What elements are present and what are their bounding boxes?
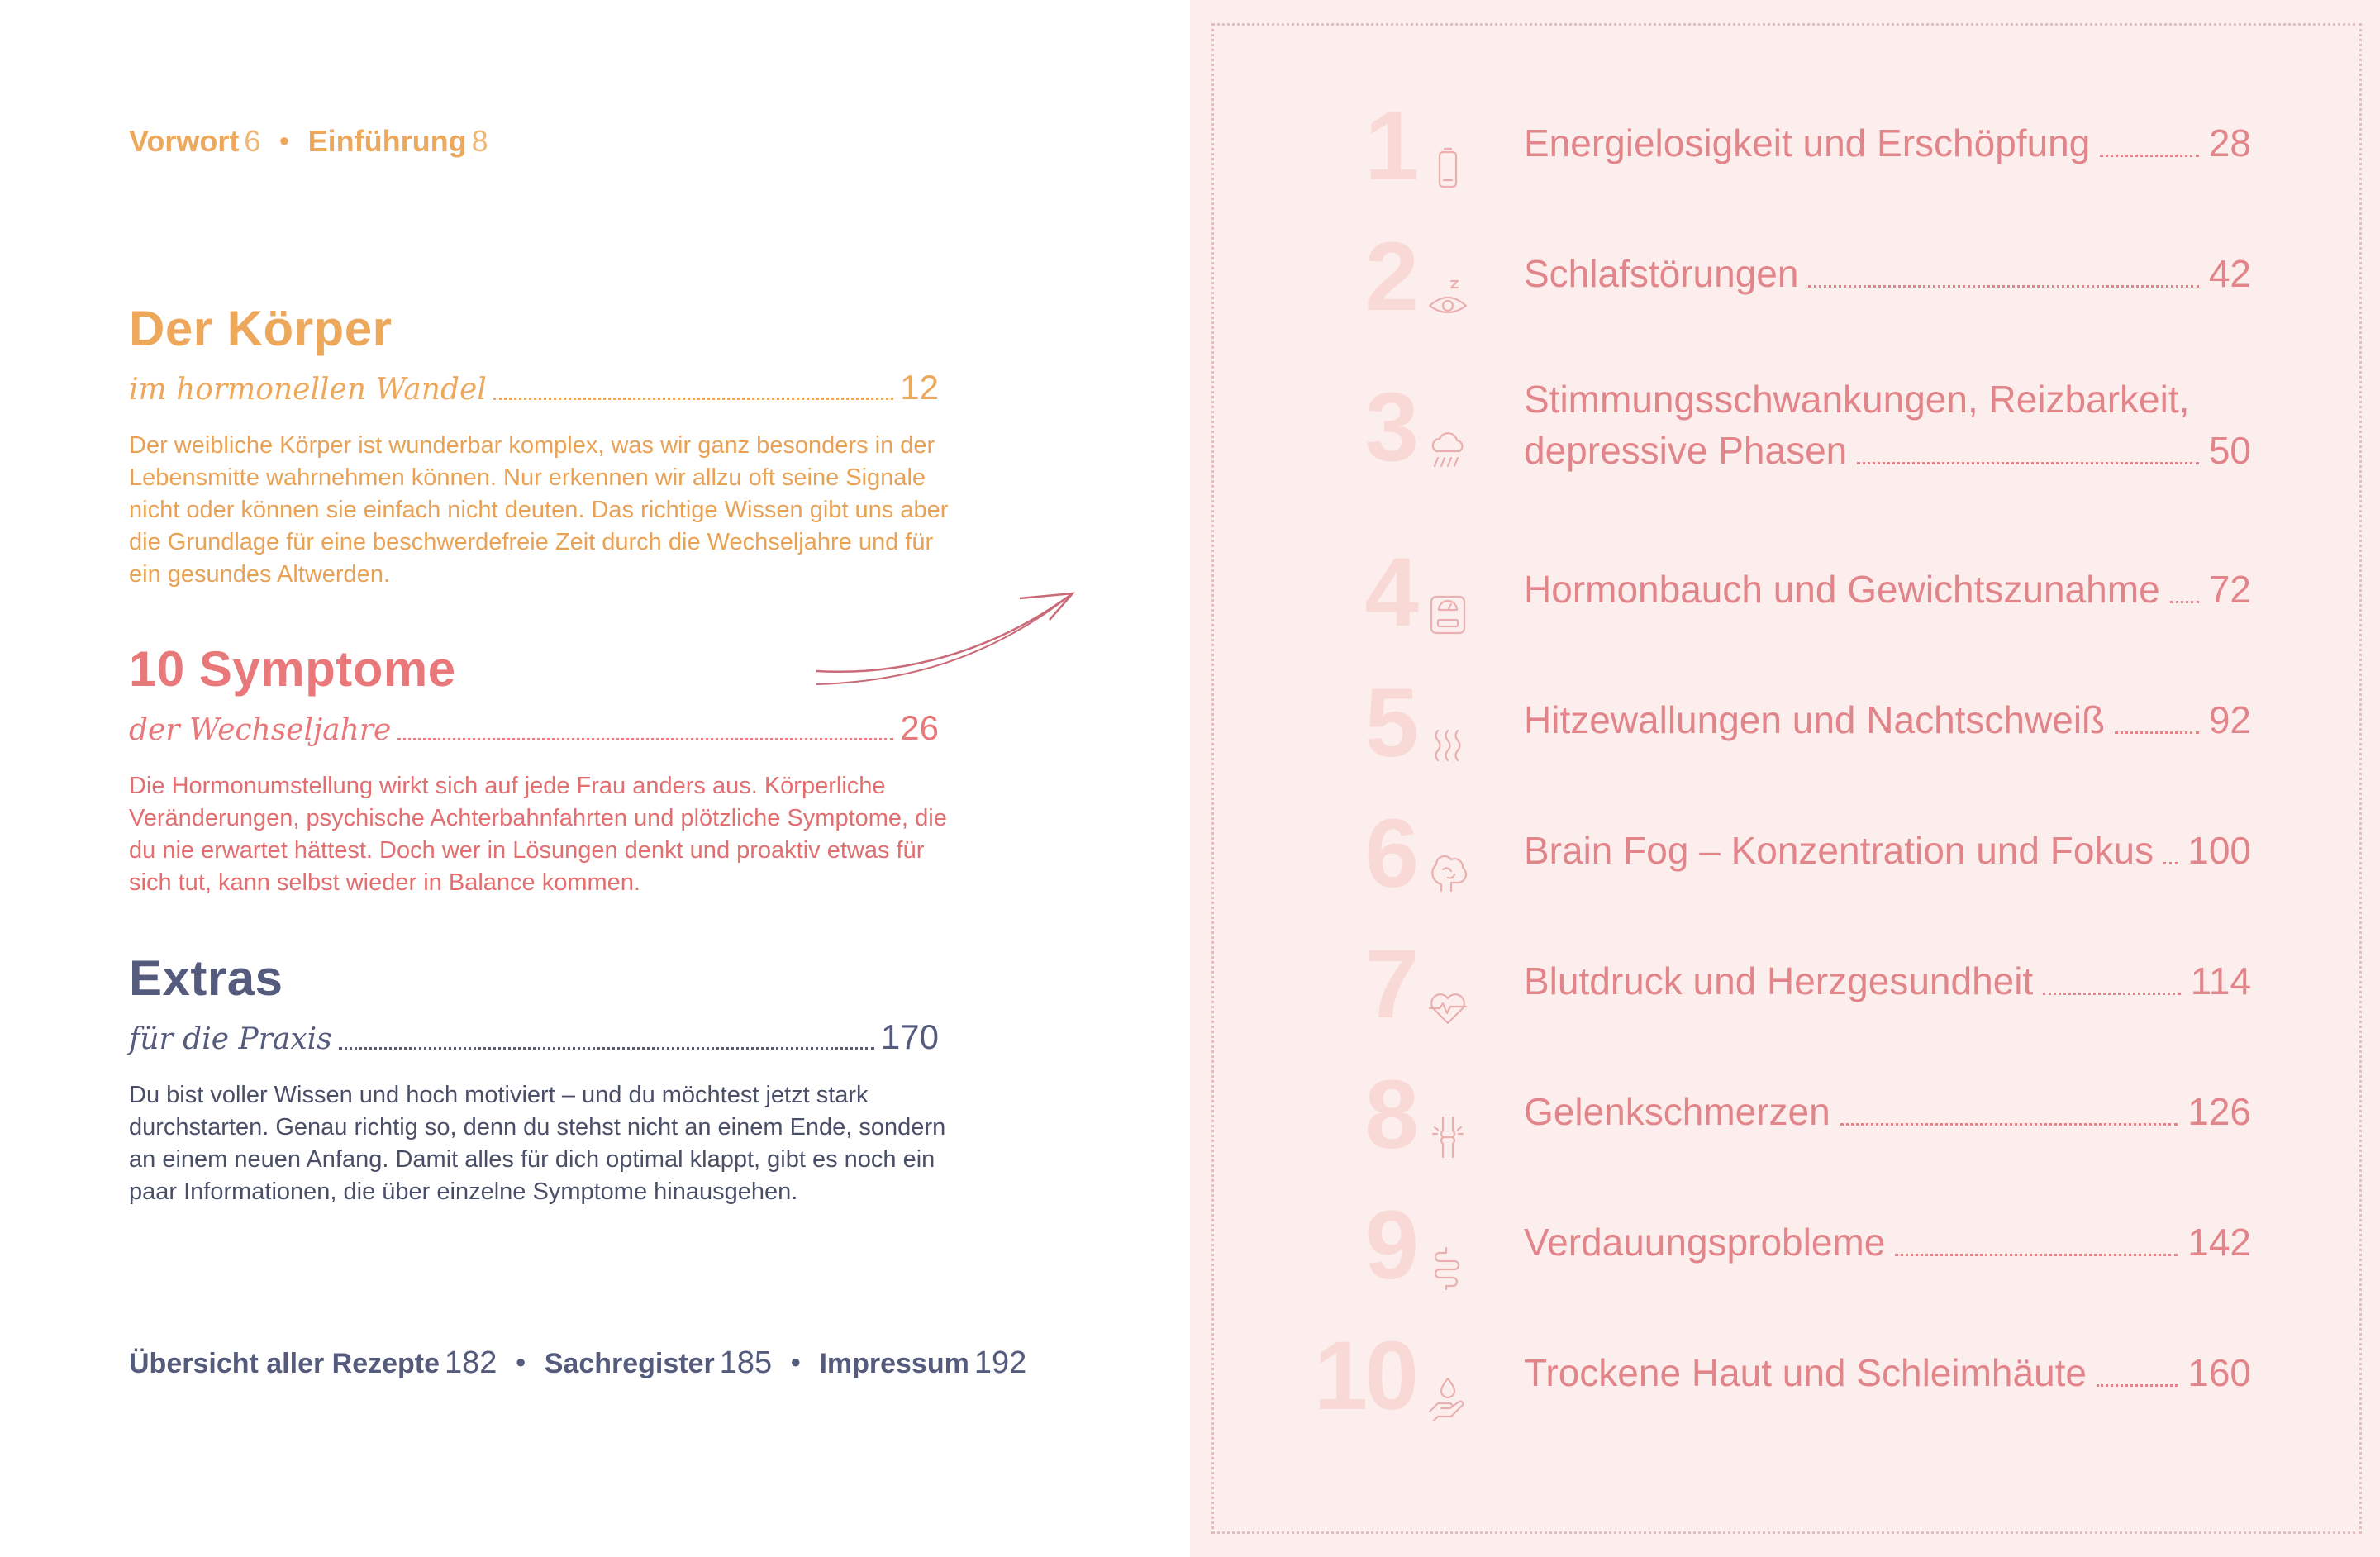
nav-impressum[interactable]: Impressum [819,1348,969,1379]
symptom-page: 28 [2208,121,2251,164]
symptom-title: Brain Fog – Konzentration und Fokus [1524,829,2154,872]
heart-pulse-icon [1426,983,1469,1030]
battery-icon [1426,145,1469,192]
top-nav [129,124,488,159]
symptom-entry [1524,117,2251,169]
dot-leader [2100,155,2199,157]
dot-leader [1808,285,2198,288]
symptom-entry [1524,374,2251,476]
section-extras-page: 170 [880,1017,939,1056]
section-extras-title[interactable]: Extras [129,950,283,1006]
symptom-entry [1524,564,2251,615]
symptom-title: Verdauungsprobleme [1524,1221,1886,1264]
section-extras-subtitle: für die Praxis [129,1022,332,1056]
nav-einfuehrung-page: 8 [471,124,488,158]
nav-rezepte-page: 182 [445,1345,497,1380]
arrow-icon [810,579,1091,702]
dot-leader [2043,993,2180,995]
symptom-item-1[interactable] [1190,92,2380,221]
symptom-page: 126 [2187,1090,2251,1133]
symptom-title: Energielosigkeit und Erschöpfung [1524,121,2091,164]
symptom-number: 3 [1364,373,1416,482]
symptom-number: 10 [1313,1321,1416,1431]
nav-sachregister[interactable]: Sachregister [544,1348,715,1379]
nav-sachregister-page: 185 [719,1345,773,1380]
symptom-title: Trockene Haut und Schleimhäute [1524,1351,2087,1394]
symptom-item-4[interactable] [1190,538,2380,668]
section-koerper-text: Der weibliche Körper ist wunderbar komplex, was wir ganz besonders in der Lebensmitte wahrnehmen können. Nur erkennen wir allzu oft seine Signale nicht oder können sie einfach nicht deuten. Das richtige Wissen gibt uns aber die Grundlage für eine beschwerdefreie Zeit durch die Wechseljahre und für ein gesundes Altwerden. [129,432,949,588]
symptom-number: 8 [1364,1060,1416,1169]
dot-leader [2097,1384,2178,1387]
dot-leader [2163,862,2178,864]
nav-rezepte[interactable]: Übersicht aller Rezepte [129,1348,440,1379]
nav-vorwort[interactable]: Vorwort [129,124,240,158]
symptom-item-3[interactable] [1190,373,2380,502]
nav-vorwort-page: 6 [244,124,261,158]
dot-leader [2115,731,2199,734]
section-koerper-page: 12 [900,368,939,407]
bottom-nav [129,1345,1026,1381]
symptom-number: 4 [1364,538,1416,647]
section-symptome-subtitle: der Wechseljahre [129,713,392,747]
intestine-icon [1426,1245,1469,1291]
symptom-number: 2 [1364,222,1416,331]
symptom-entry [1524,825,2251,876]
symptom-number: 6 [1364,799,1416,908]
section-extras-subline [129,1018,939,1055]
rain-cloud-icon [1426,426,1469,473]
symptom-entry [1524,248,2251,299]
symptom-number: 5 [1364,669,1416,778]
dot-leader [1857,462,2199,464]
sleeping-eye-icon [1426,276,1469,322]
heat-waves-icon [1426,722,1469,769]
dot-leader [493,398,893,400]
hand-drop-icon [1426,1375,1469,1421]
symptom-title-line1: Stimmungsschwankungen, Reizbarkeit, [1524,378,2190,421]
nav-separator: ● [515,1351,526,1372]
symptom-title-line2 [1524,425,2251,476]
section-koerper-subline [129,369,939,405]
symptom-item-8[interactable] [1190,1060,2380,1190]
nav-separator: ● [278,130,290,150]
symptom-number: 1 [1364,92,1416,201]
symptom-title: Schlafstörungen [1524,252,1799,295]
dot-leader [2170,601,2199,603]
symptom-item-10[interactable] [1190,1321,2380,1451]
symptom-item-5[interactable] [1190,669,2380,798]
symptom-entry [1524,694,2251,745]
section-extras [129,950,946,1208]
dot-leader [1895,1254,2178,1256]
nav-impressum-page: 192 [973,1345,1027,1380]
section-extras-text: Du bist voller Wissen und hoch motiviert – und du möchtest jetzt stark durchstarten. Genau richtig so, denn du stehst nicht an einem Ende, sondern an einem neuen Anfang. Damit alles für dich optimal klappt, gibt es noch ein paar Informationen, die über einzelne Symptome hinausgehen. [129,1082,946,1205]
symptom-page: 100 [2187,829,2251,872]
symptom-title: Hitzewallungen und Nachtschweiß [1524,698,2106,741]
section-symptome-page: 26 [900,708,939,747]
dot-leader [397,738,893,740]
brain-icon [1426,853,1469,899]
symptom-page: 142 [2187,1221,2251,1264]
symptom-title: Hormonbauch und Gewichtszunahme [1524,568,2160,611]
section-symptome-subline [129,709,939,745]
symptom-entry [1524,1347,2251,1398]
section-koerper-title[interactable]: Der Körper [129,301,393,356]
joint-icon [1426,1114,1469,1160]
dot-leader [339,1047,874,1050]
symptom-title: Blutdruck und Herzgesundheit [1524,959,2034,1002]
symptom-title: Gelenkschmerzen [1524,1090,1830,1133]
symptom-entry [1524,955,2251,1007]
symptom-page: 50 [2208,429,2251,473]
symptom-entry [1524,1086,2251,1137]
symptom-entry [1524,1217,2251,1268]
symptom-item-2[interactable] [1190,222,2380,352]
section-symptome-text: Die Hormonumstellung wirkt sich auf jede Frau anders aus. Körperliche Veränderungen, psychische Achterbahnfahrten und plötzliche Symptome, die du nie erwartet hättest. Doch wer in Lösungen denkt und proaktiv etwas für sich tut, kann selbst wieder in Balance kommen. [129,773,947,896]
symptom-number: 9 [1364,1191,1416,1300]
nav-separator: ● [790,1351,802,1372]
section-koerper-subtitle: im hormonellen Wandel [129,373,487,407]
right-page [1190,0,2380,1557]
symptom-page: 160 [2187,1351,2251,1394]
symptom-page: 42 [2208,252,2251,295]
symptom-title: depressive Phasen [1524,429,1848,473]
symptom-page: 114 [2190,959,2251,1002]
nav-einfuehrung[interactable]: Einführung [307,124,467,158]
symptom-page: 72 [2208,568,2251,611]
section-koerper [129,301,949,591]
symptom-number: 7 [1364,930,1416,1039]
dot-leader [1840,1123,2178,1126]
scale-icon [1426,592,1469,638]
symptom-item-7[interactable] [1190,930,2380,1059]
symptom-item-9[interactable] [1190,1191,2380,1321]
symptom-item-6[interactable] [1190,799,2380,929]
section-symptome-title[interactable]: 10 Symptome [129,641,456,697]
symptom-page: 92 [2208,698,2251,741]
